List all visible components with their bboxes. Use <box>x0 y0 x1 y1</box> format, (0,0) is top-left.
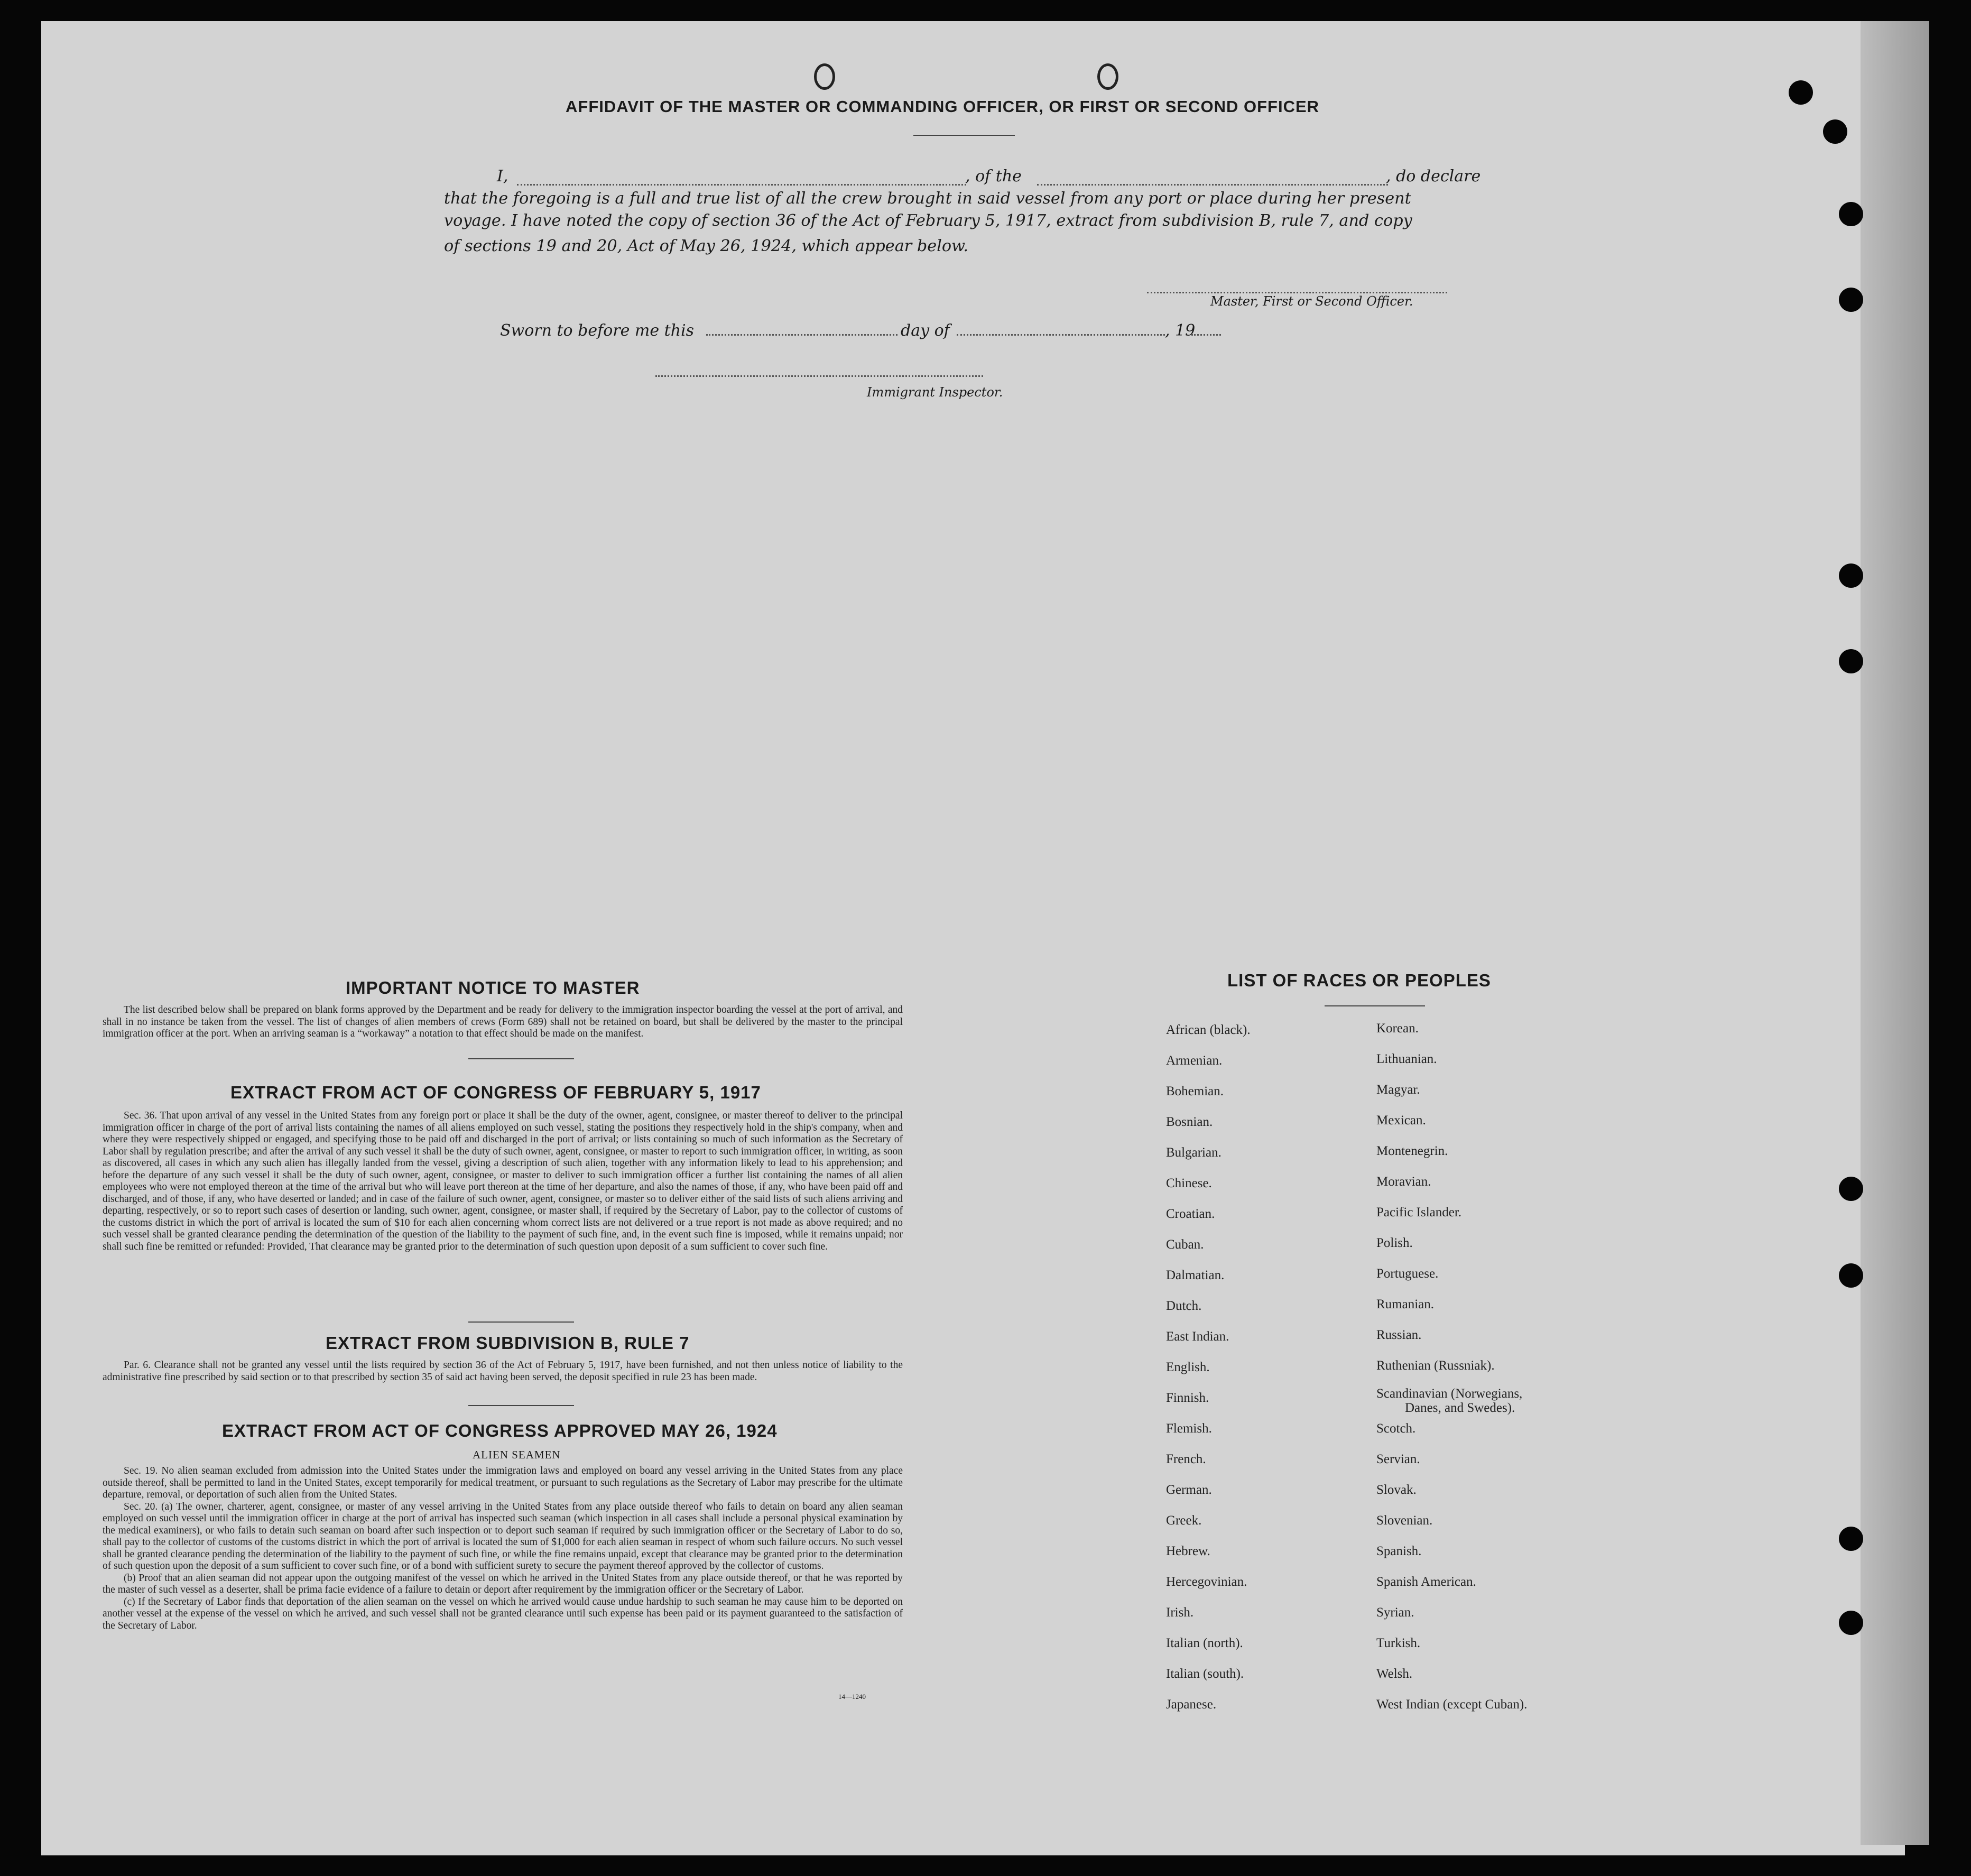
sworn-prefix: Sworn to before me this <box>500 321 695 340</box>
extract-1917-title: EXTRACT FROM ACT OF CONGRESS OF FEBRUARY 5, 1917 <box>230 1083 761 1102</box>
race-left-item: Flemish. <box>1166 1421 1212 1436</box>
punch-hole-3 <box>1839 202 1863 226</box>
section-20b-paragraph: (b) Proof that an alien seaman did not appear upon the outgoing manifest of the vessel on which he arrived in the United States from any place outside thereof, or that he was reported by the master of such vessel as a deserter, shall be prima facie evidence of a failure to detain or deport after requirement by the immigration officer or the Secretary of Labor. <box>103 1572 903 1595</box>
affidavit-line2: that the foregoing is a full and true list of all the crew brought in said vessel from any port or place during her present <box>444 189 1411 208</box>
notice-title: IMPORTANT NOTICE TO MASTER <box>346 978 640 997</box>
notice-rule <box>468 1058 574 1059</box>
punch-hole-2 <box>1823 119 1847 144</box>
race-left-item: East Indian. <box>1166 1329 1229 1344</box>
reinforcement-ring-2 <box>1097 63 1118 90</box>
affidavit-line1-declare: , do declare <box>1386 167 1481 186</box>
race-right-item: Mexican. <box>1376 1113 1426 1128</box>
section-20a-paragraph: Sec. 20. (a) The owner, charterer, agent, consignee, or master of any vessel arriving in the United States from any place outside thereof who fails to detain on board any alien seaman employed on such vessel until the immigration officer in charge at the port of arrival has inspected such seaman (which inspection in all cases shall include a personal physical examination by the medical examiners), or who fails to detain such seaman on board after such inspection or to deport such seaman if required by such immigration officer or the Secretary of Labor to do so, shall pay to the collector of customs of the customs district in which the port of arrival is located the sum of $1,000 for each alien seaman in respect of whom such failure occurs. No such vessel shall be granted clearance pending the determination of the liability to the payment of such fine, or while the fine remains unpaid, except that clearance may be granted prior to the determination of such question upon the deposit of a sum sufficient to cover such fine, or of a bond with sufficient surety to secure the payment thereof approved by the collector of customs. <box>103 1501 903 1572</box>
punch-hole-4 <box>1839 288 1863 312</box>
signature-caption: Master, First or Second Officer. <box>1210 294 1413 309</box>
inspector-signature-line[interactable] <box>655 375 983 377</box>
section-19-paragraph: Sec. 19. No alien seaman excluded from admission into the United States under the immigration laws and employed on board any vessel arriving in the United States from any place outside thereof, shall be permitted to land in the United States, except temporarily for medical treatment, or pursuant to such regulations as the Secretary of Labor may prescribe for the ultimate departure, removal, or deportation of such alien from the United States. <box>103 1465 903 1500</box>
race-right-item: Russian. <box>1376 1328 1422 1342</box>
underlying-page-edge <box>1861 21 1929 1845</box>
race-left-item: Croatian. <box>1166 1207 1215 1221</box>
races-title: LIST OF RACES OR PEOPLES <box>1227 971 1491 990</box>
race-left-item: Bulgarian. <box>1166 1145 1222 1160</box>
race-right-item: Scotch. <box>1376 1421 1416 1436</box>
race-left-item: Dalmatian. <box>1166 1268 1225 1282</box>
punch-hole-8 <box>1839 1263 1863 1288</box>
inspector-caption: Immigrant Inspector. <box>867 385 1003 400</box>
rule7-title: EXTRACT FROM SUBDIVISION B, RULE 7 <box>326 1333 690 1353</box>
race-right-item: Scandinavian (Norwegians, <box>1376 1387 1523 1401</box>
race-left-item: Hebrew. <box>1166 1544 1210 1558</box>
alien-seamen-subtitle: ALIEN SEAMEN <box>473 1448 561 1461</box>
notice-text <box>103 1004 903 1040</box>
race-right-item: Slovak. <box>1376 1483 1417 1497</box>
affidavit-line1-i: I, <box>497 167 508 186</box>
extract-1917-rule <box>468 1321 574 1323</box>
race-left-item: Greek. <box>1166 1513 1202 1528</box>
race-right-item: Polish. <box>1376 1236 1413 1250</box>
affidavit-line4: of sections 19 and 20, Act of May 26, 1924, which appear below. <box>444 237 969 255</box>
sworn-year-label: , 19 <box>1165 321 1196 340</box>
rule7-paragraph: Par. 6. Clearance shall not be granted any vessel until the lists required by section 36 of the Act of February 5, 1917, have been furnished, and not then unless notice of liability to the administrative fine prescribed by said section or to that prescribed by section 35 of said act having been served, the deposit specified in rule 23 has been made. <box>103 1360 903 1383</box>
race-left-item: English. <box>1166 1360 1210 1374</box>
rule7-rule <box>468 1405 574 1406</box>
race-right-item: Rumanian. <box>1376 1297 1435 1311</box>
race-right-item: Spanish American. <box>1376 1575 1476 1589</box>
reinforcement-ring-1 <box>814 63 835 90</box>
race-left-item: French. <box>1166 1452 1206 1466</box>
declarant-name-field[interactable] <box>517 184 966 186</box>
race-left-item: Armenian. <box>1166 1053 1223 1068</box>
races-title-rule <box>1325 1005 1425 1006</box>
affidavit-line1-of-the: , of the <box>965 167 1022 186</box>
signature-line[interactable] <box>1147 292 1447 293</box>
race-right-item: Welsh. <box>1376 1667 1413 1681</box>
race-left-item: Cuban. <box>1166 1237 1204 1252</box>
race-left-item: Hercegovinian. <box>1166 1575 1247 1589</box>
race-left-item: Italian (south). <box>1166 1667 1244 1681</box>
extract-1924-title: EXTRACT FROM ACT OF CONGRESS APPROVED MAY 26, 1924 <box>222 1421 778 1440</box>
race-right-item: Lithuanian. <box>1376 1052 1437 1066</box>
race-right-item: Spanish. <box>1376 1544 1422 1558</box>
race-right-item: Servian. <box>1376 1452 1420 1466</box>
punch-hole-1 <box>1789 80 1813 105</box>
race-left-item: Finnish. <box>1166 1391 1209 1405</box>
race-left-item: Dutch. <box>1166 1299 1202 1313</box>
race-right-item: West Indian (except Cuban). <box>1376 1697 1528 1712</box>
punch-hole-6 <box>1839 649 1863 673</box>
sworn-month-field[interactable] <box>957 334 1165 336</box>
race-right-item: Montenegrin. <box>1376 1144 1448 1158</box>
sworn-year-field[interactable] <box>1191 334 1221 336</box>
race-right-item: Slovenian. <box>1376 1513 1433 1528</box>
extract-1917-text <box>103 1110 903 1253</box>
form-number: 14—1240 <box>838 1693 866 1701</box>
race-right-item: Magyar. <box>1376 1083 1420 1097</box>
affidavit-title-rule <box>913 135 1015 136</box>
race-left-item: Bohemian. <box>1166 1084 1224 1098</box>
section-36-paragraph: Sec. 36. That upon arrival of any vessel in the United States from any foreign port or place it shall be the duty of the owner, agent, consignee, or master thereof to deliver to the principal immigration officer in charge of the port of arrival lists containing the names of all aliens employed on such vessel, stating the positions they respectively hold in the ship's company, when and where they were respectively shipped or engaged, and specifying those to be paid off and discharged in the port of arrival; or lists containing so much of such information as the Secretary of Labor shall by regulation prescribe; and after the arrival of any such vessel it shall be the duty of such owner, agent, consignee, or master to report to such immigration officer, in writing, as soon as discovered, all cases in which any such alien has illegally landed from the vessel, giving a description of such alien, together with any information likely to lead to his apprehension; and before the departure of any such vessel it shall be the duty of such owner, agent, consignee, or master to deliver to such immigration officer a further list containing the names of all alien employees who were not employed thereon at the time of the arrival but who will leave port thereon at the time of her departure, and also the names of those, if any, who have been paid off and discharged, and of those, if any, who have deserted or landed; and in case of the failure of such owner, agent, consignee, or master so to deliver either of the said lists of such aliens arriving and departing, respectively, or so to report such cases of desertion or landing, such owner, agent, consignee, or master shall, if required by the Secretary of Labor, pay to the collector of customs of the customs district in which the port of arrival is located the sum of $10 for each alien concerning whom correct lists are not delivered or a true report is not made as above required; and no such vessel shall be granted clearance pending the determination of the question of the liability to the payment of such fine, and, in the event such fine is imposed, while it remains unpaid; nor shall such fine be remitted or refunded: Provided, That clearance may be granted prior to the determination of such question upon deposit of a sum sufficient to cover such fine. <box>103 1110 903 1252</box>
notice-paragraph: The list described below shall be prepared on blank forms approved by the Department and be ready for delivery to the immigration inspector boarding the vessel at the port of arrival, and shall in no instance be taken from the vessel. The list of changes of alien members of crews (Form 689) shall not be retained on board, but shall be delivered by the master to the principal immigration officer at the port. When an arriving seaman is a “workaway” a notation to that effect should be made on the manifest. <box>103 1004 903 1039</box>
race-left-item: African (black). <box>1166 1023 1251 1037</box>
affidavit-line3: voyage. I have noted the copy of section 36 of the Act of February 5, 1917, extract from subdivision B, rule 7, and copy <box>444 211 1412 230</box>
race-right-item: Portuguese. <box>1376 1267 1439 1281</box>
race-right-item: Syrian. <box>1376 1605 1414 1620</box>
race-right-item: Ruthenian (Russniak). <box>1376 1359 1495 1373</box>
vessel-name-field[interactable] <box>1037 184 1388 186</box>
section-20c-paragraph: (c) If the Secretary of Labor finds that deportation of the alien seaman on the vessel on which he arrived would cause undue hardship to such seaman he may cause him to be deported on another vessel at the expense of the vessel on which he arrived, and such vessel shall not be granted clearance until such expense has been paid or its payment guaranteed to the satisfaction of the Secretary of Labor. <box>103 1596 903 1631</box>
race-right-item: Turkish. <box>1376 1636 1421 1650</box>
race-right-item: Pacific Islander. <box>1376 1205 1462 1219</box>
punch-hole-9 <box>1839 1527 1863 1551</box>
race-left-item: German. <box>1166 1483 1212 1497</box>
punch-hole-7 <box>1839 1177 1863 1201</box>
extract-1924-text <box>103 1465 903 1632</box>
race-left-item: Irish. <box>1166 1605 1194 1620</box>
race-left-item: Chinese. <box>1166 1176 1212 1190</box>
race-right-item: Moravian. <box>1376 1175 1431 1189</box>
race-left-item: Italian (north). <box>1166 1636 1243 1650</box>
sworn-day-of: day of <box>901 321 950 340</box>
punch-hole-10 <box>1839 1611 1863 1635</box>
race-left-item: Japanese. <box>1166 1697 1217 1712</box>
race-right-item: Korean. <box>1376 1021 1419 1036</box>
rule7-text <box>103 1360 903 1383</box>
affidavit-title: AFFIDAVIT OF THE MASTER OR COMMANDING OFFICER, OR FIRST OR SECOND OFFICER <box>566 97 1320 116</box>
sworn-day-field[interactable] <box>706 334 897 336</box>
race-left-item: Bosnian. <box>1166 1115 1213 1129</box>
punch-hole-5 <box>1839 563 1863 588</box>
race-right-item: Danes, and Swedes). <box>1405 1401 1515 1415</box>
